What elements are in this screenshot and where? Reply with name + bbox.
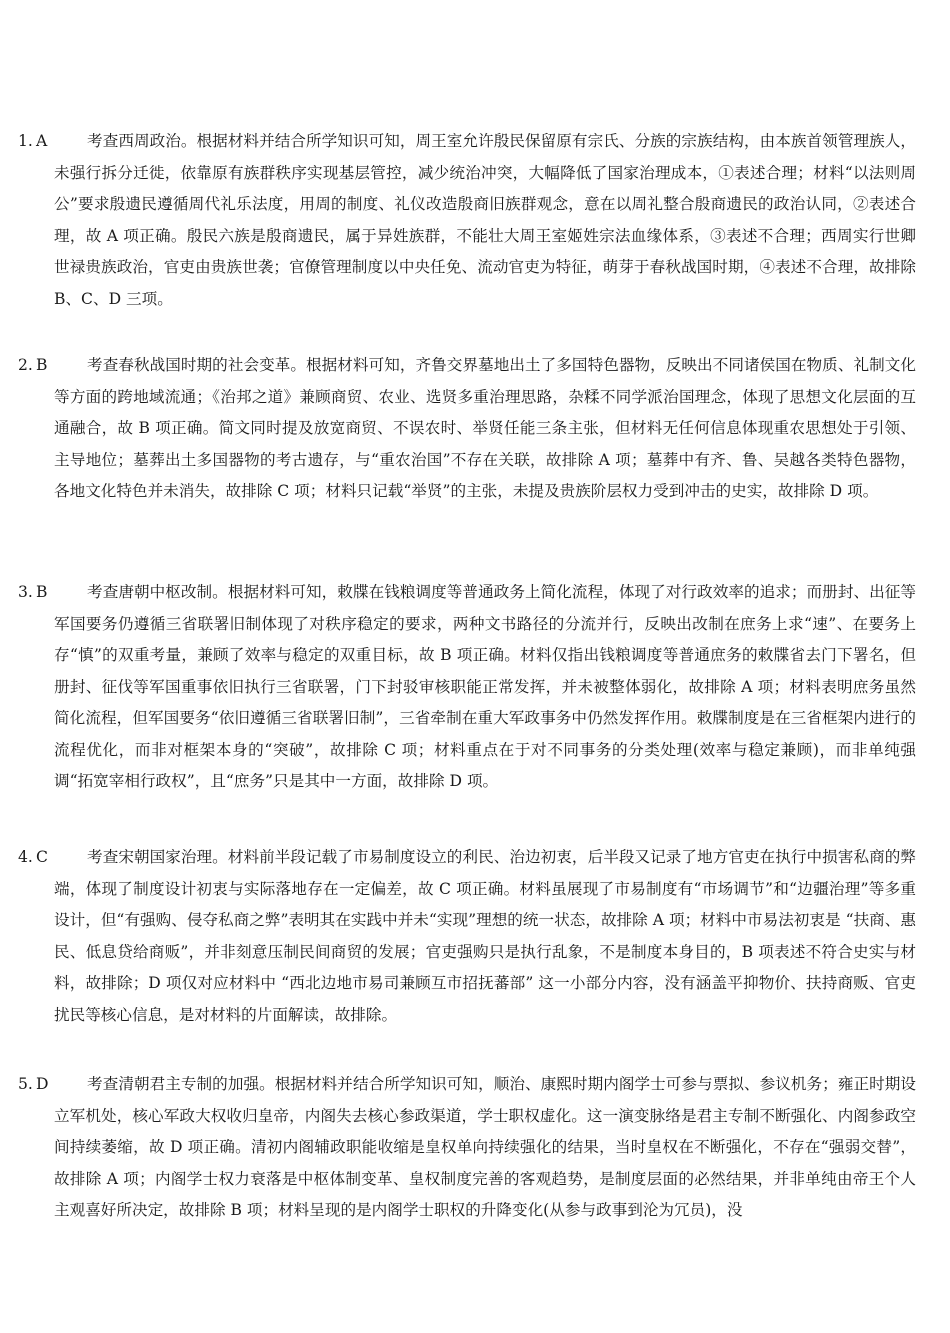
item-explanation: 考查唐朝中枢改制。根据材料可知，敕牒在钱粮调度等普通政务上简化流程，体现了对行政效率的追求；而册封、出征等军国要务仍遵循三省联署旧制体现了对秩序稳定的要求，两种文书路径的分流并行，反映出改制在庶务上求“速”、在要务上存“慎”的双重考量，兼顾了效率与稳定的双重目标，故 B 项正确。材料仅指出钱粮调度等普通庶务的敕牒省去门下署名，但册封、征伐等军国重事依旧执行三省联署，门下封驳审核职能正常发挥，并未被整体弱化，故排除 A 项；材料表明庶务虽然简化流程，但军国要务“依旧遵循三省联署旧制”，三省牵制在重大军政事务中仍然发挥作用。敕牒制度是在三省框架内进行的流程优化，而非对框架本身的“突破”，故排除 C 项；材料重点在于对不同事务的分类处理(效率与稳定兼顾)，而非单纯强调“拓宽宰相行政权”，且“庶务”只是其中一方面，故排除 D 项。 (54, 583, 916, 790)
item-number: 4. (18, 848, 33, 866)
answer-paragraph (18, 842, 916, 1031)
item-number: 1. (18, 132, 33, 150)
answer-item-2 (18, 350, 916, 508)
answer-item-1 (18, 126, 916, 315)
item-answer: C (36, 848, 48, 866)
item-number: 2. (18, 356, 33, 374)
answer-item-4 (18, 842, 916, 1031)
item-answer: A (36, 132, 48, 150)
item-answer: D (36, 1075, 49, 1093)
item-explanation: 考查西周政治。根据材料并结合所学知识可知，周王室允许殷民保留原有宗氏、分族的宗族结构，由本族首领管理族人，未强行拆分迁徙，依靠原有族群秩序实现基层管控，减少统治冲突，大幅降低了国家治理成本，①表述合理；材料“以法则周公”要求殷遗民遵循周代礼乐法度，用周的制度、礼仪改造殷商旧族群观念，意在以周礼整合殷商遗民的政治认同，②表述合理，故 A 项正确。殷民六族是殷商遗民，属于异姓族群，不能壮大周王室姬姓宗法血缘体系，③表述不合理；西周实行世卿世禄贵族政治，官吏由贵族世袭；官僚管理制度以中央任免、流动官吏为特征，萌芽于春秋战国时期，④表述不合理，故排除 B、C、D 三项。 (54, 132, 916, 308)
answer-paragraph (18, 126, 916, 315)
item-explanation: 考查宋朝国家治理。材料前半段记载了市易制度设立的利民、治边初衷，后半段又记录了地方官吏在执行中损害私商的弊端，体现了制度设计初衷与实际落地存在一定偏差，故 C 项正确。材料虽展现了市易制度有“市场调节”和“边疆治理”等多重设计，但“有强购、侵夺私商之弊”表明其在实践中并未“实现”理想的统一状态，故排除 A 项；材料中市易法初衷是 “扶商、惠民、低息贷给商贩”，并非刻意压制民间商贸的发展；官吏强购只是执行乱象，不是制度本身目的，B 项表述不符合史实与材料，故排除；D 项仅对应材料中 “西北边地市易司兼顾互市招抚蕃部” 这一小部分内容，没有涵盖平抑物价、扶持商贩、官吏扰民等核心信息，是对材料的片面解读，故排除。 (54, 848, 916, 1024)
answer-paragraph (18, 1069, 916, 1227)
answer-item-5 (18, 1069, 916, 1227)
item-explanation: 考查清朝君主专制的加强。根据材料并结合所学知识可知，顺治、康熙时期内阁学士可参与票拟、参议机务；雍正时期设立军机处，核心军政大权收归皇帝，内阁失去核心参政渠道，学士职权虚化。这一演变脉络是君主专制不断强化、内阁参政空间持续萎缩，故 D 项正确。清初内阁辅政职能收缩是皇权单向持续强化的结果，当时皇权在不断强化，不存在“强弱交替”，故排除 A 项；内阁学士权力衰落是中枢体制变革、皇权制度完善的客观趋势，是制度层面的必然结果，并非单纯由帝王个人主观喜好所决定，故排除 B 项；材料呈现的是内阁学士职权的升降变化(从参与政事到沦为冗员)，没 (54, 1075, 916, 1219)
answer-paragraph (18, 577, 916, 798)
item-answer: B (36, 583, 48, 601)
answer-paragraph (18, 350, 916, 508)
item-number: 3. (18, 583, 33, 601)
item-answer: B (36, 356, 48, 374)
answer-item-3 (18, 577, 916, 798)
item-explanation: 考查春秋战国时期的社会变革。根据材料可知，齐鲁交界墓地出土了多国特色器物，反映出不同诸侯国在物质、礼制文化等方面的跨地域流通；《治邦之道》兼顾商贸、农业、选贤多重治理思路，杂糅不同学派治国理念，体现了思想文化层面的互通融合，故 B 项正确。简文同时提及放宽商贸、不误农时、举贤任能三条主张，但材料无任何信息体现重农思想处于引领、主导地位；墓葬出土多国器物的考古遗存，与“重农治国”不存在关联，故排除 A 项；墓葬中有齐、鲁、吴越各类特色器物，各地文化特色并未消失，故排除 C 项；材料只记载“举贤”的主张，未提及贵族阶层权力受到冲击的史实，故排除 D 项。 (54, 356, 916, 500)
item-number: 5. (18, 1075, 33, 1093)
